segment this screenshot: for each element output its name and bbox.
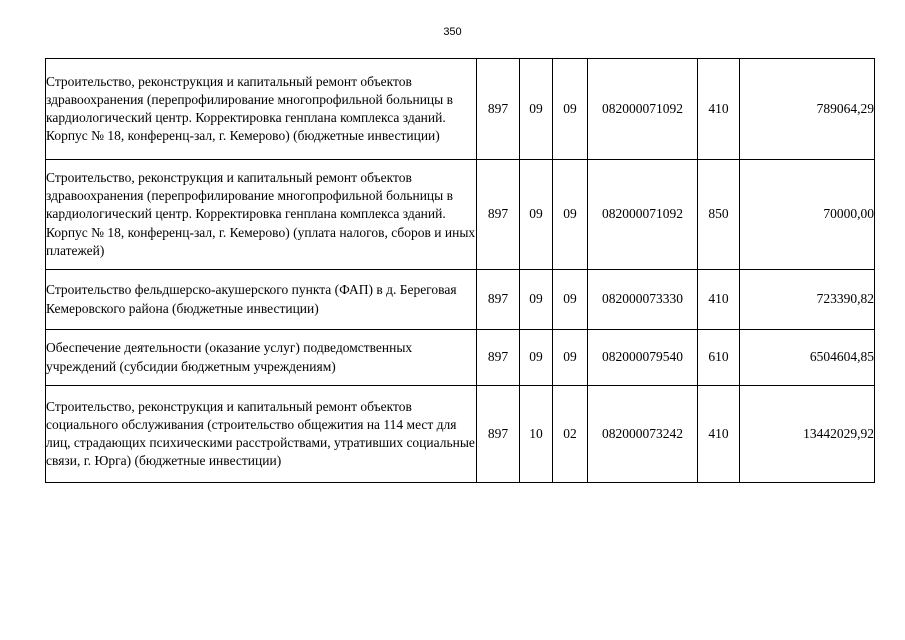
expense-type-cell: 410 bbox=[698, 270, 740, 330]
target-article-cell: 082000073330 bbox=[588, 270, 698, 330]
subsection-code-cell: 02 bbox=[553, 386, 588, 483]
budget-table bbox=[45, 58, 875, 483]
subsection-code-cell: 09 bbox=[553, 330, 588, 386]
target-article-cell: 082000071092 bbox=[588, 160, 698, 270]
ministry-code-cell: 897 bbox=[477, 270, 520, 330]
section-code-cell: 09 bbox=[520, 330, 553, 386]
expense-type-cell: 850 bbox=[698, 160, 740, 270]
table-row bbox=[46, 386, 875, 483]
table-row bbox=[46, 160, 875, 270]
amount-cell: 723390,82 bbox=[740, 270, 875, 330]
section-code-cell: 09 bbox=[520, 59, 553, 160]
page-number: 350 bbox=[443, 26, 462, 38]
ministry-code-cell: 897 bbox=[477, 160, 520, 270]
subsection-code-cell: 09 bbox=[553, 160, 588, 270]
amount-cell: 6504604,85 bbox=[740, 330, 875, 386]
amount-cell: 13442029,92 bbox=[740, 386, 875, 483]
table-row bbox=[46, 270, 875, 330]
expense-name-cell: Строительство, реконструкция и капитальный ремонт объектов социального обслуживания (строительство общежития на 114 мест для лиц, страдающих психическими расстройствами, утративших социальные связи, г. Юрга) (бюджетные инвестиции) bbox=[46, 386, 477, 483]
expense-name-cell: Строительство, реконструкция и капитальный ремонт объектов здравоохранения (перепрофилирование многопрофильной больницы в кардиологический центр. Корректировка генплана комплекса зданий. Корпус № 18, конференц-зал, г. Кемерово) (уплата налогов, сборов и иных платежей) bbox=[46, 160, 477, 270]
expense-type-cell: 610 bbox=[698, 330, 740, 386]
subsection-code-cell: 09 bbox=[553, 59, 588, 160]
ministry-code-cell: 897 bbox=[477, 386, 520, 483]
ministry-code-cell: 897 bbox=[477, 330, 520, 386]
ministry-code-cell: 897 bbox=[477, 59, 520, 160]
section-code-cell: 09 bbox=[520, 270, 553, 330]
subsection-code-cell: 09 bbox=[553, 270, 588, 330]
expense-name-cell: Строительство фельдшерско-акушерского пункта (ФАП) в д. Береговая Кемеровского района (бюджетные инвестиции) bbox=[46, 270, 477, 330]
target-article-cell: 082000073242 bbox=[588, 386, 698, 483]
expense-type-cell: 410 bbox=[698, 59, 740, 160]
table-row bbox=[46, 59, 875, 160]
expense-type-cell: 410 bbox=[698, 386, 740, 483]
expense-name-cell: Строительство, реконструкция и капитальный ремонт объектов здравоохранения (перепрофилирование многопрофильной больницы в кардиологический центр. Корректировка генплана комплекса зданий. Корпус № 18, конференц-зал, г. Кемерово) (бюджетные инвестиции) bbox=[46, 59, 477, 160]
section-code-cell: 10 bbox=[520, 386, 553, 483]
target-article-cell: 082000071092 bbox=[588, 59, 698, 160]
section-code-cell: 09 bbox=[520, 160, 553, 270]
expense-name-cell: Обеспечение деятельности (оказание услуг) подведомственных учреждений (субсидии бюджетным учреждениям) bbox=[46, 330, 477, 386]
target-article-cell: 082000079540 bbox=[588, 330, 698, 386]
amount-cell: 70000,00 bbox=[740, 160, 875, 270]
amount-cell: 789064,29 bbox=[740, 59, 875, 160]
table-row bbox=[46, 330, 875, 386]
